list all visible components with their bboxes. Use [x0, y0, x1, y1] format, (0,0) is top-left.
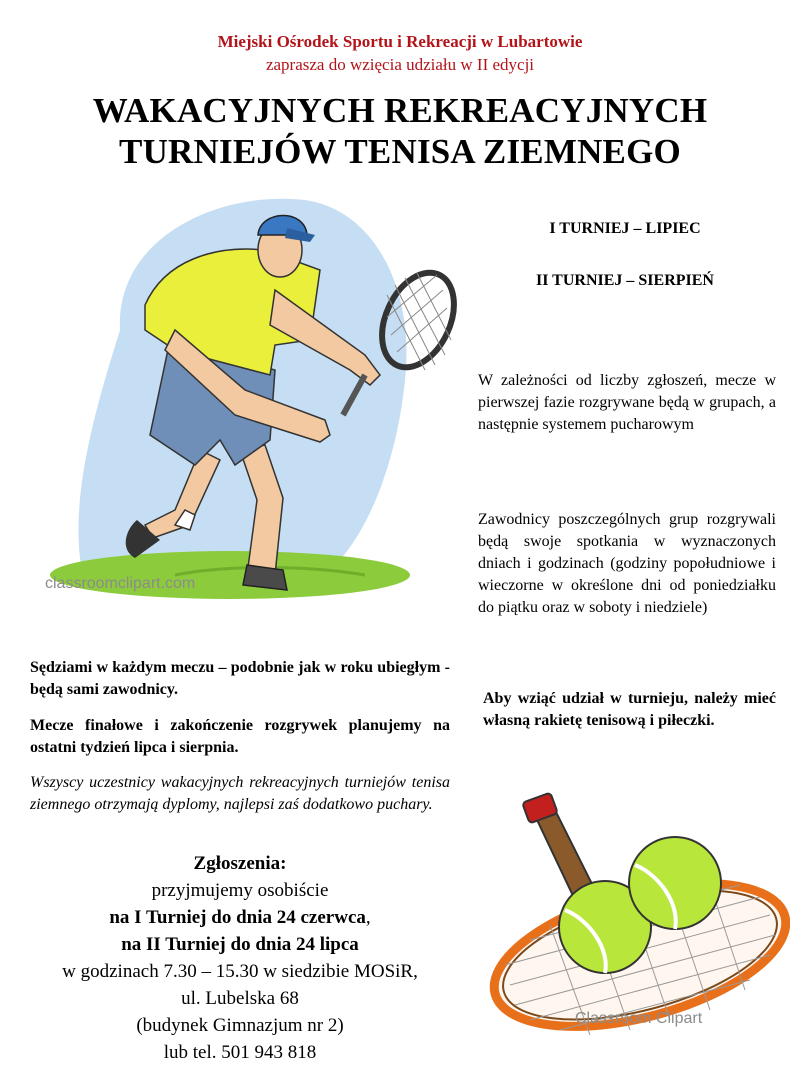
racket-and-balls-illustration — [470, 785, 790, 1045]
player-watermark: classroomclipart.com — [45, 575, 196, 592]
registration-heading: Zgłoszenia: — [193, 853, 287, 874]
title-line-1: WAKACYJNYCH REKREACYJNYCH — [92, 91, 708, 130]
registration-phone: lub tel. 501 943 818 — [163, 1042, 317, 1063]
tournament-format-text: W zależności od liczby zgłoszeń, mecze w pierwszej fazie rozgrywane będą w grupach, a następnie systemem pucharowym — [478, 372, 776, 433]
tennis-player-illustration — [25, 180, 465, 620]
match-timing-text: Zawodnicy poszczególnych grup rozgrywali będą swoje spotkania w wyznaczonych dniach i godzinach (godziny popołudniowe i wieczorne w określone dni od poniedziałku do piątku oraz w soboty i niedziele) — [478, 511, 776, 616]
registration-deadline-first: na I Turniej do dnia 24 czerwca — [109, 907, 366, 928]
finals-rule-text: Mecze finałowe i zakończenie rozgrywek planujemy na ostatni tydzień lipca i sierpnia. — [30, 717, 450, 756]
poster-title — [0, 90, 800, 172]
registration-deadline-comma: , — [365, 907, 371, 928]
registration-block — [30, 850, 450, 1066]
schedule-first-tournament: I TURNIEJ – LIPIEC — [549, 220, 701, 237]
registration-deadline-second: na II Turniej do dnia 24 lipca — [121, 934, 359, 955]
registration-building: (budynek Gimnazjum nr 2) — [136, 1015, 344, 1036]
registration-method: przyjmujemy osobiście — [151, 880, 329, 901]
racket-watermark: Classroom Clipart — [575, 1010, 703, 1027]
referees-rule-text: Sędziami w każdym meczu – podobnie jak w roku ubiegłym - będą sami zawodnicy. — [30, 659, 450, 698]
invitation-text: zaprasza do wzięcia udziału w II edycji — [265, 55, 535, 74]
schedule-second-tournament: II TURNIEJ – SIERPIEŃ — [536, 272, 714, 289]
title-line-2: TURNIEJÓW TENISA ZIEMNEGO — [119, 132, 681, 171]
awards-text: Wszyscy uczestnicy wakacyjnych rekreacyjnych turniejów tenisa ziemnego otrzymają dyplomy, najlepsi zaś dodatkowo puchary. — [30, 774, 450, 813]
registration-address: ul. Lubelska 68 — [181, 988, 299, 1009]
registration-hours: w godzinach 7.30 – 15.30 w siedzibie MOSiR, — [62, 961, 418, 982]
organization-name: Miejski Ośrodek Sportu i Rekreacji w Lubartowie — [217, 32, 583, 51]
equipment-requirement-text: Aby wziąć udział w turnieju, należy mieć własną rakietę tenisową i piłeczki. — [483, 690, 776, 729]
